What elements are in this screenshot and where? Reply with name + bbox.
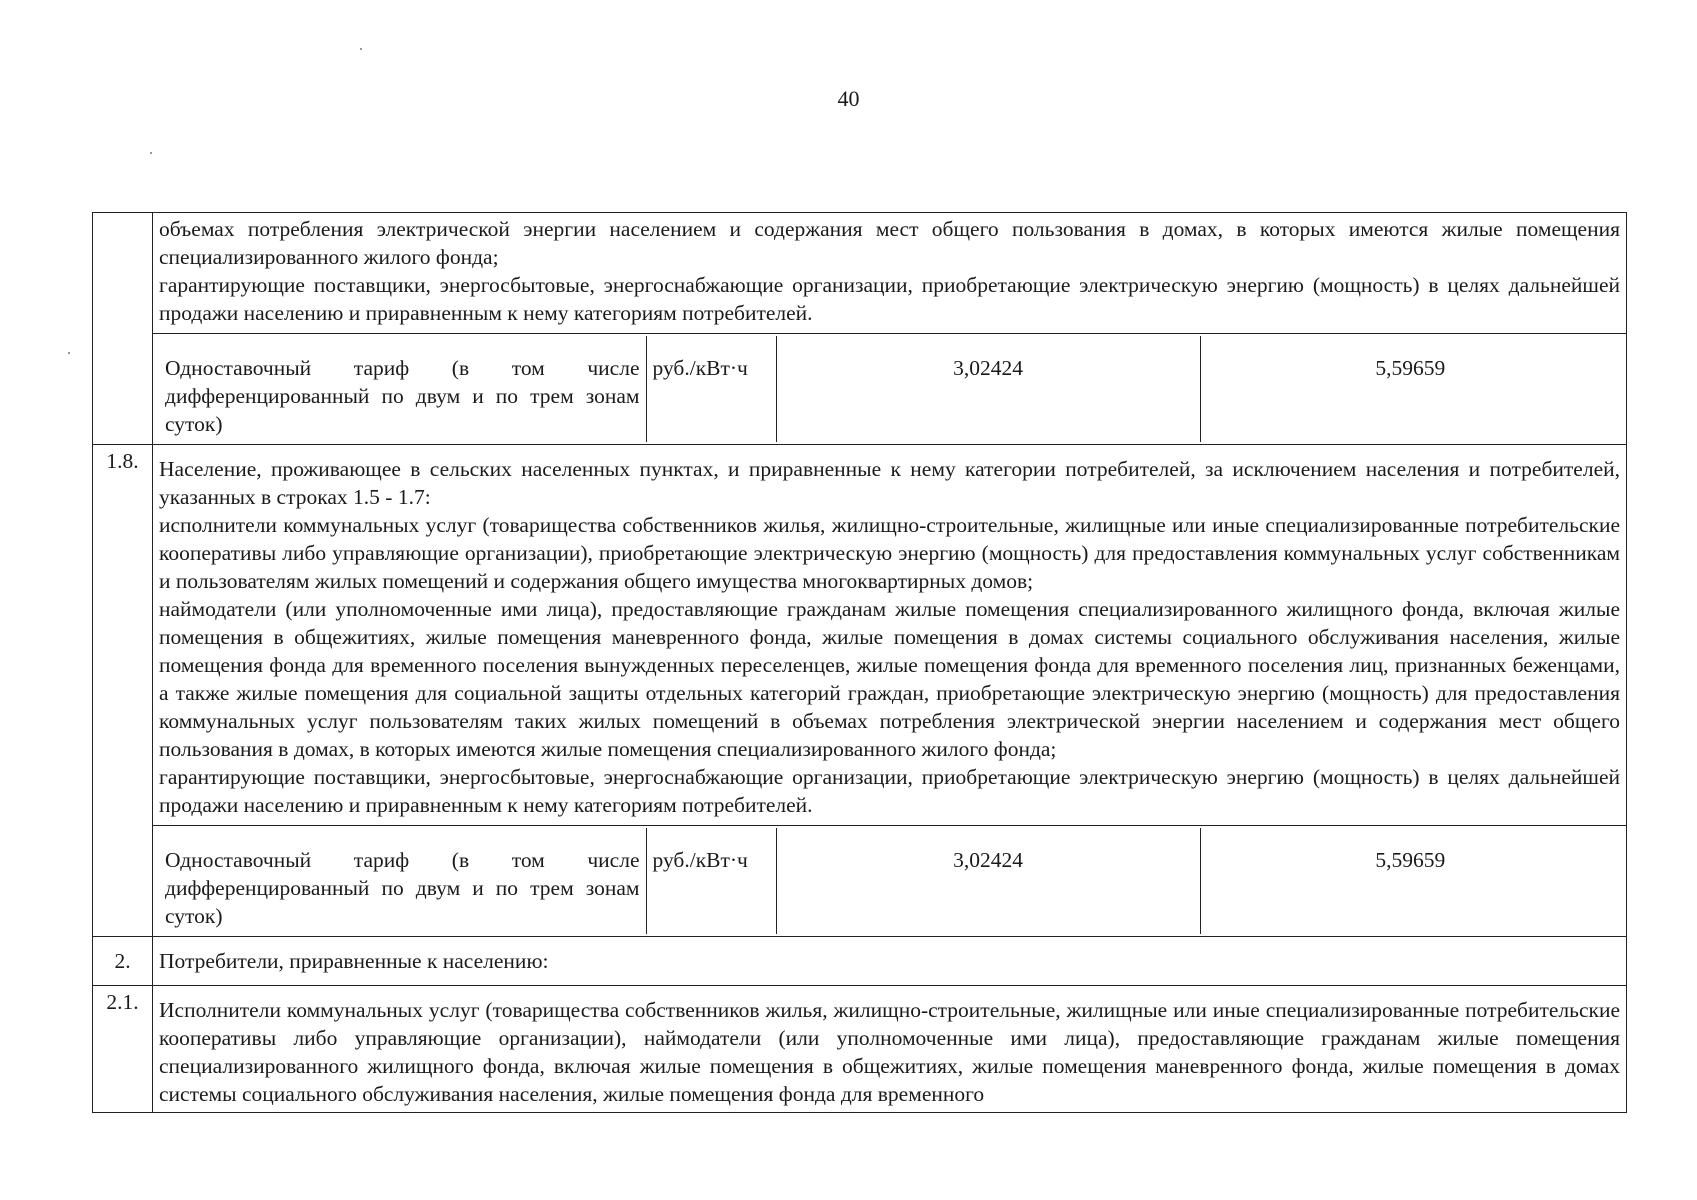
table-row-continuation — [93, 213, 1627, 334]
tariff-value-2: 5,59659 — [1200, 336, 1620, 442]
row-number: 1.8. — [93, 445, 153, 937]
tariff-unit: руб./кВт·ч — [646, 336, 776, 442]
tariff-name: Одноставочный тариф (в том числе дифференцированный по двум и по трем зонам суток) — [159, 336, 646, 442]
table-row-2-1 — [93, 986, 1627, 1113]
page-number: 40 — [837, 86, 860, 111]
description-paragraph: гарантирующие поставщики, энергосбытовые, энергоснабжающие организации, приобретающие электрическую энергию (мощность) в целях дальнейшей продажи населению и приравненным к нему категориям потребителей. — [159, 765, 1620, 817]
tariff-value-2: 5,59659 — [1200, 828, 1620, 934]
row-number: 2.1. — [93, 986, 153, 1113]
tariff-subtable — [159, 828, 1620, 934]
scan-speck — [150, 152, 152, 154]
row-description: Исполнители коммунальных услуг (товарищества собственников жилья, жилищно-строительные, жилищные или иные специализированные потребительские кооперативы либо управляющие организации), наймодатели (или уполномоченные ими лица), предоставляющие гражданам жилые помещения специализированного жилищного фонда, включая жилые помещения в общежитиях, жилые помещения маневренного фонда, жилые помещения в домах системы социального обслуживания населения, жилые помещения фонда для временного — [153, 986, 1627, 1113]
description-paragraph: объемах потребления электрической энергии населением и содержания мест общего пользования в домах, в которых имеются жилые помещения специализированного жилого фонда; — [159, 217, 1620, 269]
tariff-subtable-cell — [153, 334, 1627, 445]
tariff-name: Одноставочный тариф (в том числе дифференцированный по двум и по трем зонам суток) — [159, 828, 646, 934]
scan-speck — [360, 48, 362, 50]
description-paragraph: наймодатели (или уполномоченные ими лица), предоставляющие гражданам жилые помещения специализированного жилищного фонда, включая жилые помещения в общежитиях, жилые помещения маневренного фонда, жилые помещения в домах системы социального обслуживания населения, жилые помещения фонда для временного поселения вынужденных переселенцев, жилые помещения фонда для временного поселения лиц, признанных беженцами, а также жилые помещения для социальной защиты отдельных категорий граждан, приобретающие электрическую энергию (мощность) для предоставления коммунальных услуг пользователям таких жилых помещений в объемах потребления электрической энергии населением и содержания мест общего пользования в домах, в которых имеются жилые помещения специализированного жилого фонда; — [159, 597, 1620, 761]
row-description: Потребители, приравненные к населению: — [153, 937, 1627, 986]
tariff-unit: руб./кВт·ч — [646, 828, 776, 934]
tariff-value-1: 3,02424 — [776, 828, 1200, 934]
tariff-subtable — [159, 336, 1620, 442]
row-description — [153, 445, 1627, 826]
row-number: 2. — [93, 937, 153, 986]
table-row-tariff — [93, 826, 1627, 937]
table-row-tariff — [93, 334, 1627, 445]
row-description — [153, 213, 1627, 334]
scan-speck — [68, 352, 70, 354]
description-paragraph: гарантирующие поставщики, энергосбытовые, энергоснабжающие организации, приобретающие электрическую энергию (мощность) в целях дальнейшей продажи населению и приравненным к нему категориям потребителей. — [159, 273, 1620, 325]
description-paragraph: Население, проживающее в сельских населенных пунктах, и приравненные к нему категории потребителей, за исключением населения и потребителей, указанных в строках 1.5 - 1.7: — [159, 457, 1620, 509]
tariff-table — [92, 212, 1627, 1113]
description-paragraph: исполнители коммунальных услуг (товарищества собственников жилья, жилищно-строительные, жилищные или иные специализированные потребительские кооперативы либо управляющие организации), приобретающие электрическую энергию (мощность) для предоставления коммунальных услуг собственникам и пользователям жилых помещений и содержания общего имущества многоквартирных домов; — [159, 513, 1620, 593]
table-row-1-8 — [93, 445, 1627, 826]
row-number — [93, 213, 153, 445]
tariff-subtable-cell — [153, 826, 1627, 937]
tariff-value-1: 3,02424 — [776, 336, 1200, 442]
table-row-2 — [93, 937, 1627, 986]
